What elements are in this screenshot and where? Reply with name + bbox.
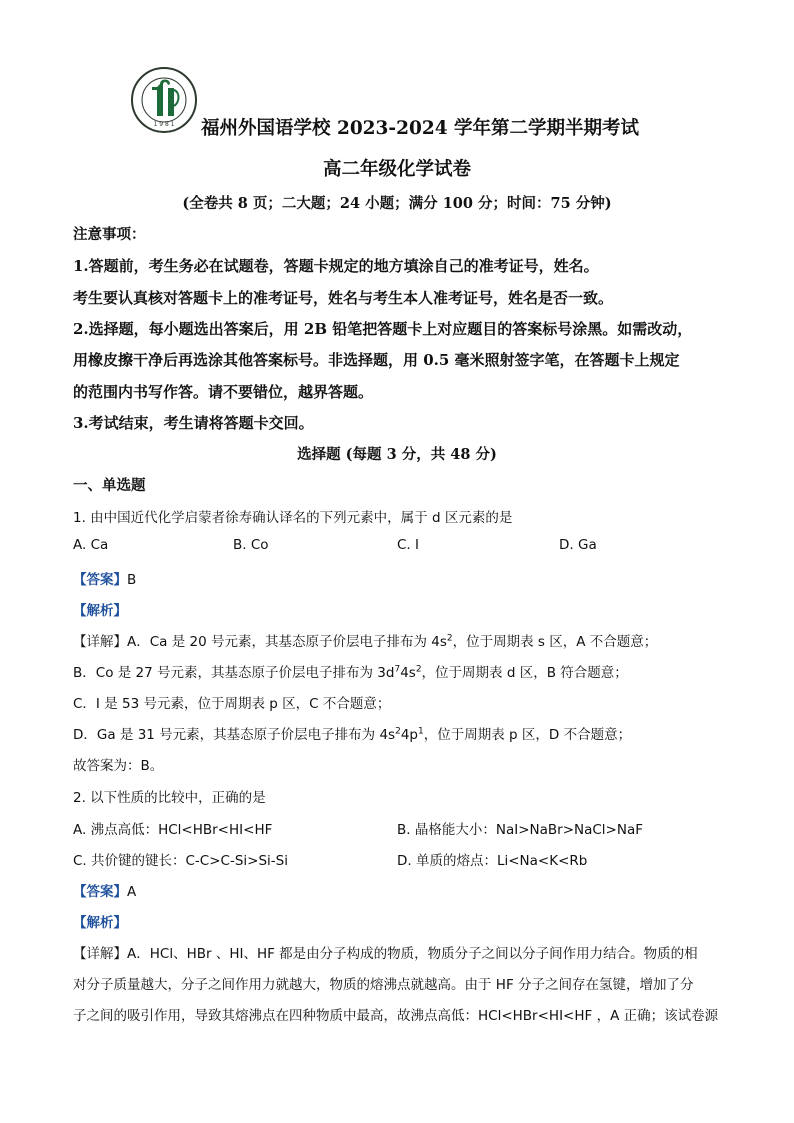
- answer-value: A: [127, 884, 137, 900]
- detail-line: [73, 630, 657, 650]
- notice-line: 用橡皮擦干净后再选涂其他答案标号。非选择题，用 0.5 毫米照射签字笔，在答题卡上规定: [73, 351, 680, 369]
- option-a: A. Ca: [73, 537, 109, 553]
- notice-heading: 注意事项：: [73, 226, 146, 243]
- notice-line: 1.答题前，考生务必在试题卷，答题卡规定的地方填涂自己的准考证号，姓名。: [73, 257, 599, 275]
- detail-line: 对分子质量越大，分子之间作用力就越大，物质的熔沸点就越高。由于 HF 分子之间存在氢键，增加了分: [73, 977, 694, 993]
- detail-line: 子之间的吸引作用，导致其熔沸点在四种物质中最高，故沸点高低：HCl<HBr<HI<HF ，A 正确；该试卷源: [73, 1008, 719, 1024]
- detail-text: A．Ca 是 20 号元素，其基态原子价层电子排布为 4s: [127, 634, 447, 650]
- exam-info: (全卷共 8 页；二大题；24 小题；满分 100 分；时间：75 分钟): [182, 195, 612, 212]
- answer-tag: 【答案】: [73, 572, 127, 588]
- detail-tag: 【详解】: [73, 946, 127, 962]
- detail-text: D．Ga 是 31 号元素，其基态原子价层电子排布为 4s: [73, 727, 396, 743]
- answer-line: [73, 880, 136, 900]
- conclusion: 故答案为：B。: [73, 758, 164, 774]
- notice-line: 2.选择题，每小题选出答案后，用 2B 铅笔把答题卡上对应题目的答案标号涂黑。如需改动，: [73, 320, 693, 338]
- answer-line: [73, 568, 136, 588]
- detail-text: ，位于周期表 s 区，A 不合题意；: [452, 634, 658, 650]
- analysis-line: [73, 599, 127, 619]
- superscript: 1: [418, 726, 424, 737]
- option-b: B. Co: [233, 537, 269, 553]
- notice-line: 考生要认真核对答题卡上的准考证号，姓名与考生本人准考证号，姓名是否一致。: [73, 289, 614, 307]
- detail-text: 4p: [400, 727, 419, 743]
- detail-line: C．I 是 53 号元素，位于周期表 p 区，C 不合题意；: [73, 696, 391, 712]
- question-stem: 1. 由中国近代化学启蒙者徐寿确认译名的下列元素中，属于 d 区元素的是: [73, 510, 513, 526]
- analysis-line: [73, 911, 127, 931]
- section-title: 选择题 (每题 3 分，共 48 分): [297, 446, 497, 463]
- detail-line: [73, 661, 628, 681]
- superscript: 2: [415, 664, 422, 675]
- svg-text:1 9 8 1: 1 9 8 1: [153, 121, 175, 128]
- detail-tag: 【详解】: [73, 634, 127, 650]
- detail-line: [73, 723, 631, 743]
- option-c: C. I: [397, 537, 419, 553]
- superscript: 2: [446, 633, 453, 644]
- question-stem: 2. 以下性质的比较中，正确的是: [73, 790, 266, 806]
- detail-text: ，位于周期表 d 区，B 符合题意；: [421, 665, 628, 681]
- option-b: B. 晶格能大小：NaI>NaBr>NaCl>NaF: [397, 822, 643, 838]
- detail-text: A．HCl、HBr 、HI、HF 都是由分子构成的物质，物质分子之间以分子间作用力结合。物质的相: [127, 946, 698, 962]
- answer-tag: 【答案】: [73, 884, 127, 900]
- detail-line: [73, 942, 698, 962]
- superscript: 7: [394, 664, 401, 675]
- analysis-tag: 【解析】: [73, 603, 127, 619]
- superscript: 2: [395, 726, 401, 737]
- answer-value: B: [127, 572, 137, 588]
- option-c: C. 共价键的键长：C-C>C-Si>Si-Si: [73, 853, 288, 869]
- option-d: D. 单质的熔点：Li<Na<K<Rb: [397, 853, 588, 869]
- detail-text: B．Co 是 27 号元素，其基态原子价层电子排布为 3d: [73, 665, 395, 681]
- notice-line: 3.考试结束，考生请将答题卡交回。: [73, 414, 314, 432]
- notice-line: 的范围内书写作答。请不要错位，越界答题。: [73, 383, 374, 401]
- detail-text: ，位于周期表 p 区，D 不合题意；: [423, 727, 632, 743]
- school-title: 福州外国语学校 2023-2024 学年第二学期半期考试: [201, 118, 640, 139]
- section-subtitle: 一、单选题: [73, 477, 146, 494]
- school-logo: [130, 66, 198, 134]
- option-a: A. 沸点高低：HCl<HBr<HI<HF: [73, 822, 273, 838]
- analysis-tag: 【解析】: [73, 915, 127, 931]
- detail-text: 4s: [400, 665, 416, 681]
- paper-title: 高二年级化学试卷: [322, 159, 471, 180]
- option-d: D. Ga: [559, 537, 597, 553]
